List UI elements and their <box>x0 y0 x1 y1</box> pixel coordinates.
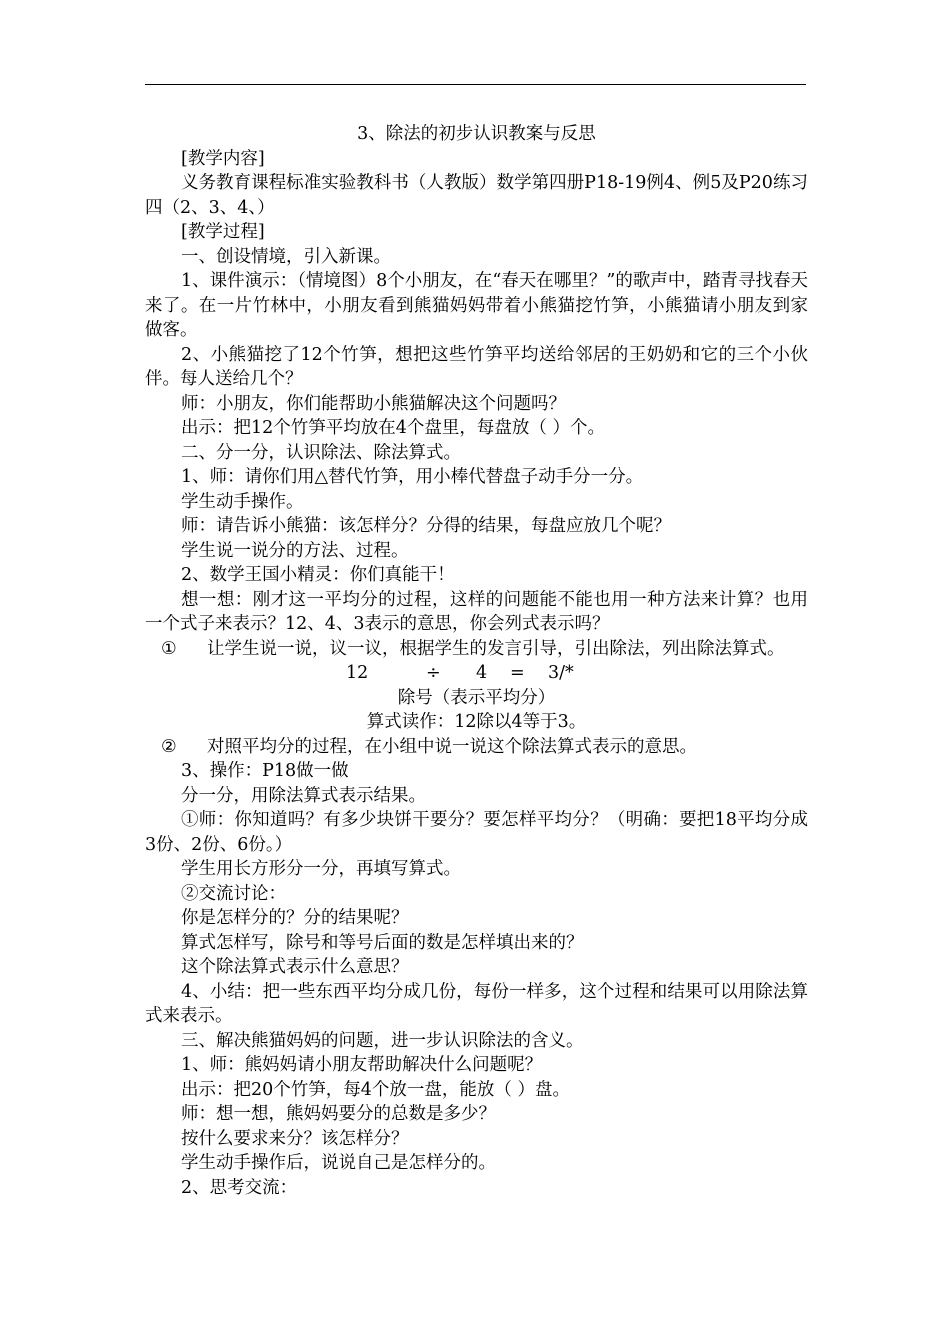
numbered-item-2 <box>145 735 808 760</box>
paragraph: 你是怎样分的？分的结果呢？ <box>181 908 409 928</box>
paragraph: 师：想一想，熊妈妈要分的总数是多少？ <box>181 1104 496 1124</box>
paragraph: 1、师：请你们用△替代竹笋，用小棒代替盘子动手分一分。 <box>181 467 644 487</box>
division-sign: ÷ <box>426 663 441 683</box>
paragraph: 算式怎样写，除号和等号后面的数是怎样填出来的？ <box>181 932 584 953</box>
divisor: 4 <box>476 663 488 683</box>
heading-part-1: 一、创设情境，引入新课。 <box>181 246 391 267</box>
heading-part-3: 三、解决熊猫妈妈的问题，进一步认识除法的含义。 <box>181 1030 584 1051</box>
quotient: 3/* <box>548 663 574 683</box>
header-rule <box>145 84 806 85</box>
paragraph: 学生说一说分的方法、过程。 <box>181 540 409 561</box>
item-marker: ② <box>161 736 177 757</box>
paragraph: 这个除法算式表示什么意思？ <box>181 957 409 977</box>
document-body <box>145 122 808 1200</box>
paragraph: 出示：把20个竹笋，每4个放一盘，能放（ ）盘。 <box>181 1079 570 1100</box>
section-label-content: [教学内容] <box>181 148 265 169</box>
equals-sign: = <box>510 663 525 683</box>
paragraph: ①师：你知道吗？有多少块饼干要分？要怎样平均分？（明确：要把18平均分成3份、2份、6份。） <box>145 810 808 855</box>
paragraph: 学生动手操作后，说说自己是怎样分的。 <box>181 1153 496 1173</box>
section-label-process: [教学过程] <box>181 222 265 242</box>
equation-reading: 算式读作：12除以4等于3。 <box>366 712 587 732</box>
paragraph: 1、课件演示：（情境图）8个小朋友，在“春天在哪里？”的歌声中，踏青寻找春天来了。在一片竹林中，小朋友看到熊猫妈妈带着小熊猫挖竹笋，小熊猫请小朋友到家做客。 <box>145 271 808 340</box>
paragraph: 学生动手操作。 <box>181 491 304 512</box>
paragraph: 按什么要求来分？该怎样分？ <box>181 1128 409 1149</box>
paragraph: 师：小朋友，你们能帮助小熊猫解决这个问题吗？ <box>181 393 566 414</box>
item-text: 对照平均分的过程，在小组中说一说这个除法算式表示的意思。 <box>207 736 697 757</box>
paragraph: 想一想：刚才这一平均分的过程，这样的问题能不能也用一种方法来计算？也用一个式子来表示？12、4、3表示的意思，你会列式表示吗？ <box>145 589 808 634</box>
paragraph: 分一分，用除法算式表示结果。 <box>181 785 426 806</box>
paragraph: 2、思考交流： <box>181 1177 298 1198</box>
document-title: 3、除法的初步认识教案与反思 <box>357 124 596 144</box>
division-equation <box>145 661 808 686</box>
paragraph: 3、操作：P18做一做 <box>181 761 349 781</box>
paragraph: 义务教育课程标准实验教科书（人教版）数学第四册P18-19例4、例5及P20练习四（2、3、4、） <box>145 173 808 218</box>
paragraph: 学生用长方形分一分，再填写算式。 <box>181 859 461 879</box>
paragraph: 4、小结：把一些东西平均分成几份，每份一样多，这个过程和结果可以用除法算式来表示。 <box>145 981 808 1026</box>
heading-part-2: 二、分一分，认识除法、除法算式。 <box>181 442 461 463</box>
paragraph: 2、数学王国小精灵：你们真能干！ <box>181 565 455 585</box>
paragraph: 2、小熊猫挖了12个竹笋，想把这些竹笋平均送给邻居的王奶奶和它的三个小伙伴。每人送给几个？ <box>145 344 808 389</box>
paragraph: 1、师：熊妈妈请小朋友帮助解决什么问题呢？ <box>181 1055 543 1075</box>
item-text: 让学生说一说，议一议，根据学生的发言引导，引出除法，列出除法算式。 <box>207 638 785 659</box>
division-sign-note: 除号（表示平均分） <box>397 687 556 708</box>
paragraph: 出示：把12个竹笋平均放在4个盘里，每盘放（ ）个。 <box>181 418 605 438</box>
paragraph: ②交流讨论： <box>181 883 286 904</box>
numbered-item-1 <box>145 637 808 662</box>
paragraph: 师：请告诉小熊猫：该怎样分？分得的结果，每盘应放几个呢？ <box>181 516 671 536</box>
dividend: 12 <box>346 663 369 683</box>
item-marker: ① <box>161 638 177 659</box>
